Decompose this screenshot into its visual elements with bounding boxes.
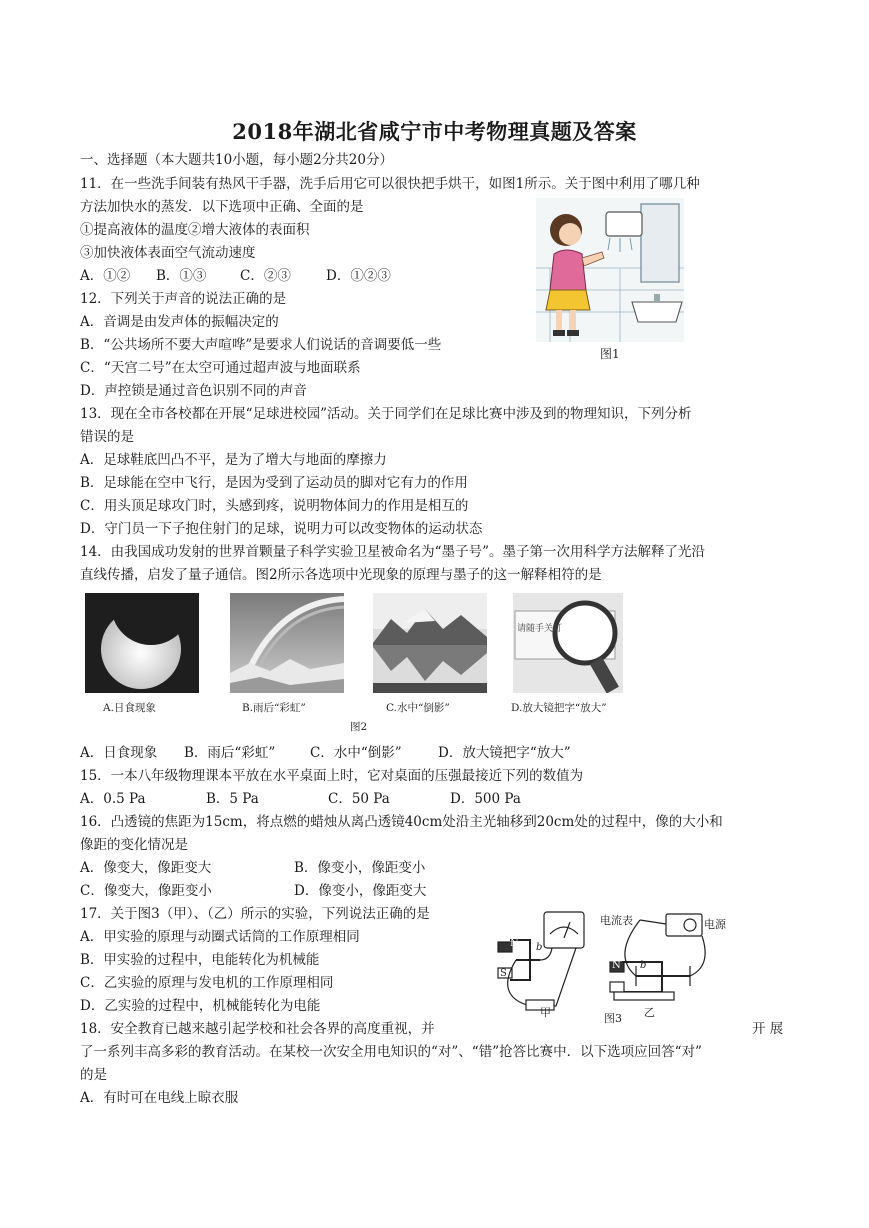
q15-options bbox=[80, 788, 521, 810]
page-title: 2018年湖北省咸宁市中考物理真题及答案 bbox=[232, 119, 637, 144]
q11-option-c: C．②③ bbox=[240, 268, 291, 284]
wire-b-label-jia: b bbox=[536, 942, 543, 953]
q18-stem-line1-start: 18．安全教育已越来越引起学校和社会各界的高度重视，并 bbox=[80, 1021, 435, 1037]
magnifier-photo bbox=[513, 593, 623, 693]
q14-option-c: C．水中“倒影” bbox=[310, 745, 402, 761]
q11-option-d: D．①②③ bbox=[326, 268, 391, 284]
q17-option-d: D．乙实验的过程中，机械能转化为电能 bbox=[80, 998, 321, 1014]
figure-3-experiments bbox=[490, 906, 730, 1024]
q14-option-a: A．日食现象 bbox=[80, 745, 158, 761]
q15-option-b: B．5 Pa bbox=[206, 791, 259, 807]
figure-2-caption-b: B.雨后“彩虹” bbox=[242, 702, 306, 714]
q15-option-c: C．50 Pa bbox=[328, 791, 390, 807]
figure-3-caption: 图3 bbox=[604, 1012, 622, 1024]
q12-option-a: A．音调是由发声体的振幅决定的 bbox=[80, 314, 279, 330]
magnet-n-label-yi: N bbox=[612, 960, 621, 971]
q12-option-c: C．“天宫二号”在太空可通过超声波与地面联系 bbox=[80, 360, 361, 376]
q16-stem-line2: 像距的变化情况是 bbox=[80, 837, 188, 853]
q11-options bbox=[80, 265, 391, 287]
q17-option-a: A．甲实验的原理与动圈式话筒的工作原理相同 bbox=[80, 929, 360, 945]
figure-2-magnifier bbox=[513, 593, 623, 693]
q11-item2: ③加快液体表面空气流动速度 bbox=[80, 245, 256, 261]
q13-option-a: A．足球鞋底凹凸不平，是为了增大与地面的摩擦力 bbox=[80, 452, 387, 468]
solar-eclipse-photo bbox=[85, 593, 199, 693]
power-supply-label: 电源 bbox=[704, 918, 726, 931]
q16-option-a: A．像变大，像距变大 bbox=[80, 860, 212, 876]
label-jia: 甲 bbox=[540, 1006, 551, 1019]
figure-2-solar-eclipse bbox=[85, 593, 199, 693]
magnifier-sign-text: 请随手关灯 bbox=[517, 624, 563, 634]
water-reflection-photo bbox=[373, 593, 487, 693]
q12-stem: 12．下列关于声音的说法正确的是 bbox=[80, 291, 287, 307]
q14-options bbox=[80, 742, 571, 764]
label-yi: 乙 bbox=[644, 1006, 655, 1019]
q15-option-d: D．500 Pa bbox=[450, 791, 521, 807]
hand-dryer-illustration bbox=[536, 198, 684, 342]
q14-stem-line2: 直线传播，启发了量子通信。图2所示各选项中光现象的原理与墨子的这一解释相符的是 bbox=[80, 567, 602, 583]
q11-option-b: B．①③ bbox=[156, 268, 207, 284]
q11-option-a: A．①② bbox=[80, 268, 131, 284]
figure-2-caption: 图2 bbox=[350, 721, 368, 733]
q15-option-a: A．0.5 Pa bbox=[80, 791, 146, 807]
q16-stem-line1: 16．凸透镜的焦距为15cm，将点燃的蜡烛从离凸透镜40cm处沿主光轴移到20cm处的过程中，像的大小和 bbox=[80, 814, 723, 830]
q16-option-d: D．像变小，像距变大 bbox=[294, 883, 427, 899]
q16-option-c: C．像变大，像距变小 bbox=[80, 883, 212, 899]
figure-1-caption: 图1 bbox=[600, 347, 620, 361]
q16-option-b: B．像变小，像距变小 bbox=[294, 860, 426, 876]
q11-item1: ①提高液体的温度②增大液体的表面积 bbox=[80, 222, 310, 238]
q12-option-b: B．“公共场所不要大声喧哗”是要求人们说话的音调要低一些 bbox=[80, 337, 442, 353]
figure-1-hand-dryer bbox=[536, 198, 684, 342]
figure-2-rainbow bbox=[230, 593, 344, 693]
section-heading: 一、选择题（本大题共10小题，每小题2分共20分） bbox=[80, 152, 393, 168]
magnet-s-label-jia: S bbox=[500, 968, 507, 979]
magnet-n-label-jia: N bbox=[510, 938, 519, 949]
q13-option-d: D．守门员一下子抱住射门的足球，说明力可以改变物体的运动状态 bbox=[80, 521, 483, 537]
q17-stem: 17．关于图3（甲）、（乙）所示的实验，下列说法正确的是 bbox=[80, 906, 430, 922]
q14-stem-line1: 14．由我国成功发射的世界首颗量子科学实验卫星被命名为“墨子号”。墨子第一次用科学方法解释了光沿 bbox=[80, 544, 705, 560]
q18-stem-line2: 了一系列丰高多彩的教育活动。在某校一次安全用电知识的“对”、“错”抢答比赛中．以下选项应回答“对” bbox=[80, 1044, 702, 1060]
figure-2-reflection bbox=[373, 593, 487, 693]
ammeter-label: 电流表 bbox=[600, 914, 633, 927]
q12-option-d: D．声控锁是通过音色识别不同的声音 bbox=[80, 383, 307, 399]
q17-option-c: C．乙实验的原理与发电机的工作原理相同 bbox=[80, 975, 334, 991]
q13-stem-line2: 错误的是 bbox=[80, 429, 134, 445]
q11-stem-line2: 方法加快水的蒸发．以下选项中正确、全面的是 bbox=[80, 199, 364, 215]
q14-option-b: B．雨后“彩虹” bbox=[184, 745, 276, 761]
figure-2-caption-d: D.放大镜把字“放大” bbox=[511, 702, 607, 714]
figure-2-caption-c: C.水中“倒影” bbox=[386, 702, 450, 714]
rainbow-photo bbox=[230, 593, 344, 693]
wire-b-label-yi: b bbox=[640, 960, 647, 971]
q15-stem: 15．一本八年级物理课本平放在水平桌面上时，它对桌面的压强最接近下列的数值为 bbox=[80, 768, 584, 784]
q18-stem-line3: 的是 bbox=[80, 1067, 107, 1083]
figure-2-caption-a: A.日食现象 bbox=[103, 702, 156, 714]
q13-option-c: C．用头顶足球攻门时，头感到疼，说明物体间力的作用是相互的 bbox=[80, 498, 469, 514]
q18-stem-line1-end: 开 展 bbox=[752, 1021, 784, 1037]
q18-option-a: A．有时可在电线上晾衣服 bbox=[80, 1090, 239, 1106]
q11-stem-line1: 11．在一些洗手间装有热风干手器，洗手后用它可以很快把手烘干，如图1所示。关于图中利用了哪几种 bbox=[80, 176, 700, 192]
q17-option-b: B．甲实验的过程中，电能转化为机械能 bbox=[80, 952, 320, 968]
q13-option-b: B．足球能在空中飞行，是因为受到了运动员的脚对它有力的作用 bbox=[80, 475, 468, 491]
q14-option-d: D．放大镜把字“放大” bbox=[438, 745, 571, 761]
q13-stem-line1: 13．现在全市各校都在开展“足球进校园”活动。关于同学们在足球比赛中涉及到的物理知识，下列分析 bbox=[80, 406, 692, 422]
